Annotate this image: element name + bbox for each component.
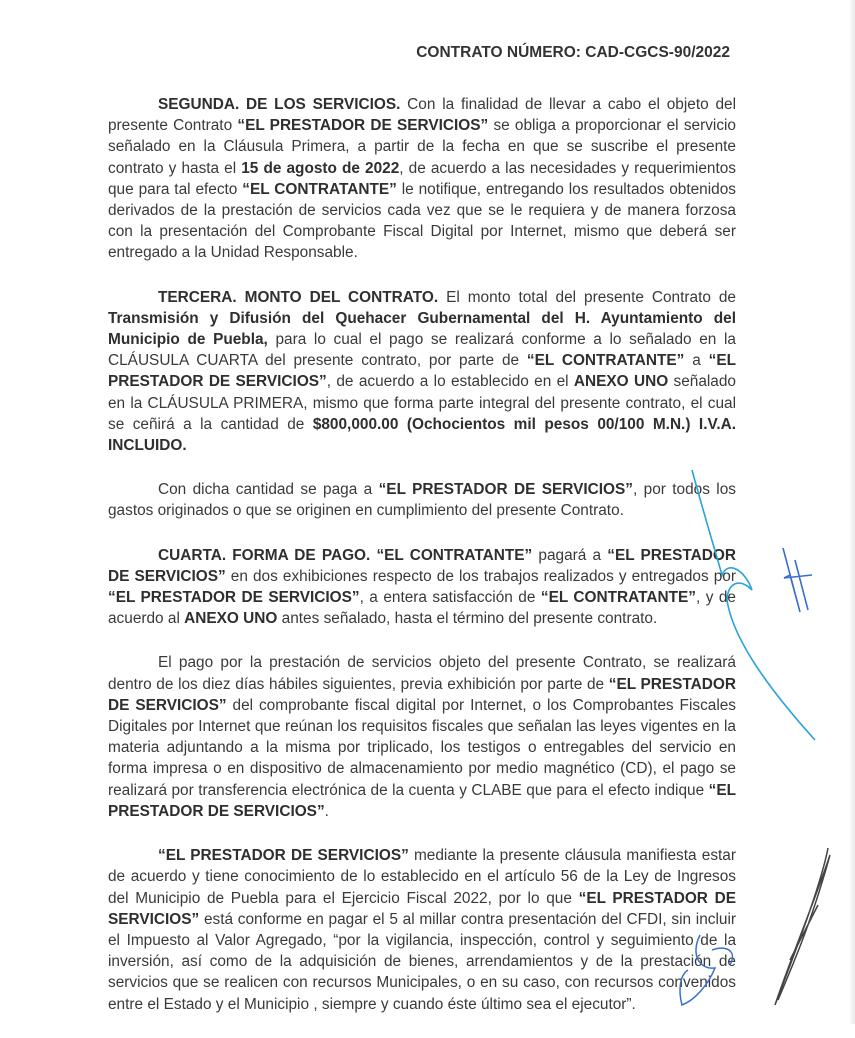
clause-segunda xyxy=(108,94,736,264)
text: pagará a xyxy=(532,546,608,564)
party-name: “EL CONTRATANTE” xyxy=(526,352,685,370)
party-name: “EL PRESTADOR DE SERVICIOS” xyxy=(158,847,409,865)
contract-number: CONTRATO NÚMERO: CAD-CGCS-90/2022 xyxy=(416,44,730,61)
party-name: “EL PRESTADOR DE SERVICIOS” xyxy=(108,352,736,391)
text: , por todos los gastos originados o que se originen en cumplimiento del presente Contrato. xyxy=(108,481,736,520)
clause-title: CUARTA. FORMA DE PAGO. “EL CONTRATANTE” xyxy=(158,546,533,564)
party-name: “EL PRESTADOR DE SERVICIOS” xyxy=(108,589,360,607)
text: se obliga a proporcionar el servicio señalado en la Cláusula Primera, a partir de la fecha en que se suscribe el presente contrato y hasta el xyxy=(108,117,736,177)
party-name: “EL PRESTADOR DE SERVICIOS” xyxy=(108,889,736,928)
text: Con dicha cantidad se paga a xyxy=(158,481,379,499)
text: señalado en la CLÁUSULA PRIMERA, mismo que forma parte integral del presente contrato, el cual se ceñirá a la cantidad de xyxy=(108,373,736,433)
text: , y de acuerdo al xyxy=(108,589,736,628)
text: , de acuerdo a las necesidades y requerimientos que para tal efecto xyxy=(108,159,736,198)
clause-title: SEGUNDA. DE LOS SERVICIOS. xyxy=(158,96,401,113)
signature-black xyxy=(775,848,830,1005)
party-name: “EL PRESTADOR DE SERVICIOS” xyxy=(237,117,489,135)
text: en dos exhibiciones respecto de los trabajos realizados y entregados por xyxy=(225,567,736,585)
text: El pago por la prestación de servicios objeto del presente Contrato, se realizará dentro de los diez días hábiles siguientes, previa exhibición por parte de xyxy=(108,654,736,693)
text: antes señalado, hasta el término del presente contrato. xyxy=(277,610,658,628)
text: El monto total del presente Contrato de xyxy=(438,288,736,306)
text: está conforme en pagar el 5 al millar contra presentación del CFDI, sin incluir el Impuesto al Valor Agregado, “por la vigilancia, inspección, control y seguimiento de la inversión, así como de la adquisición de bienes, arrendamientos y de la prestación de servicios que se realicen con recursos Municipales, o en su caso, con recursos convenidos entre el Estado y el Municipio , siempre y cuando éste último sea el ejecutor”. xyxy=(108,910,736,1013)
party-name: “EL CONTRATANTE” xyxy=(242,180,397,198)
paragraph-cantidad xyxy=(108,479,736,521)
text: Con la finalidad de llevar a cabo el objeto del presente Contrato xyxy=(108,96,736,135)
party-name: “EL PRESTADOR DE SERVICIOS” xyxy=(378,481,633,499)
party-name: “EL PRESTADOR DE SERVICIOS” xyxy=(108,675,736,714)
date: 15 de agosto de 2022 xyxy=(241,159,400,177)
text: para lo cual el pago se realizará conforme a lo señalado en la CLÁUSULA CUARTA del presente contrato, por parte de xyxy=(108,331,736,370)
amount: $800,000.00 (Ochocientos mil pesos 00/100 M.N.) I.V.A. INCLUIDO. xyxy=(108,415,736,455)
text: del comprobante fiscal digital por Internet, o los Comprobantes Fiscales Digitales por Internet que reúnan los requisitos fiscales que señalan las leyes vigentes en la materia adjuntando a la misma por triplicado, los testigos o entregables del servicio en forma impresa o en dispositivo de almacenamiento por medio magnético (CD), el pago se realizará por transferencia electrónica de la cuenta y CLABE que para el efecto indique xyxy=(108,696,737,799)
document-body xyxy=(108,94,736,1038)
text: mediante la presente cláusula manifiesta estar de acuerdo y tiene conocimiento de lo establecido en el artículo 56 de la Ley de Ingresos del Municipio de Puebla para el Ejercicio Fiscal 2022, por lo que xyxy=(108,847,736,907)
text: le notifique, entregando los resultados obtenidos derivados de la prestación de servicios cada vez que se le requiera y de manera forzosa con la presentación del Comprobante Fiscal Digital por Internet, mismo que deberá ser entregado a la Unidad Responsable. xyxy=(108,180,736,262)
annex: ANEXO UNO xyxy=(184,610,278,628)
contract-subject: Transmisión y Difusión del Quehacer Gubernamental del H. Ayuntamiento del Municipio de Puebla, xyxy=(108,309,736,349)
party-name: “EL PRESTADOR DE SERVICIOS” xyxy=(108,781,736,820)
annex: ANEXO UNO xyxy=(573,373,669,391)
text: , a entera satisfacción de xyxy=(359,589,541,607)
paragraph-pago xyxy=(108,652,736,822)
clause-tercera xyxy=(108,287,736,457)
clause-title: TERCERA. MONTO DEL CONTRATO. xyxy=(158,288,439,306)
text: . xyxy=(324,802,329,820)
text: , de acuerdo a lo establecido en el xyxy=(326,373,574,391)
paragraph-5-al-millar xyxy=(108,845,736,1015)
party-name: “EL CONTRATANTE” xyxy=(540,589,696,607)
party-name: “EL PRESTADOR DE SERVICIOS” xyxy=(108,546,737,585)
initials-blue xyxy=(783,548,812,612)
clause-cuarta xyxy=(108,545,736,630)
text: a xyxy=(684,352,709,370)
page-edge-shadow xyxy=(849,0,855,1024)
